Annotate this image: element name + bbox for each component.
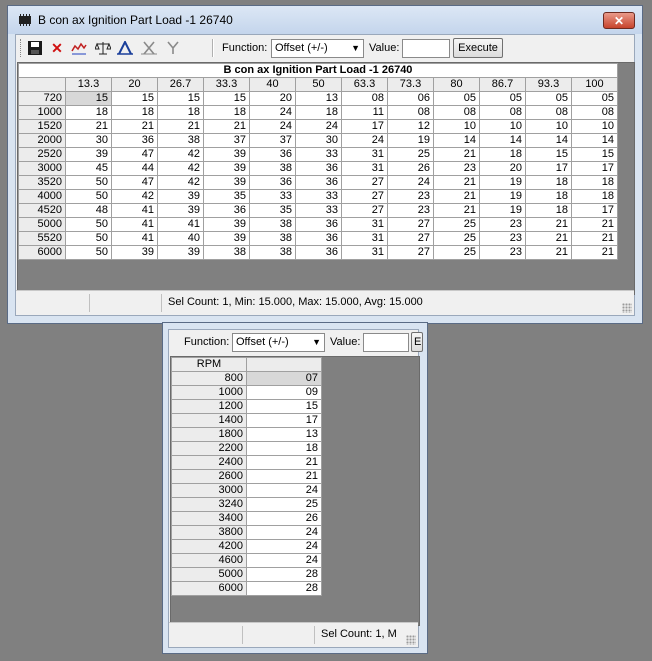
table-cell[interactable]: 10 xyxy=(434,120,480,134)
table-cell[interactable]: 17 xyxy=(572,162,618,176)
column-header[interactable]: 86.7 xyxy=(480,78,526,92)
chevron-down-icon: ▼ xyxy=(351,43,360,53)
table-cell[interactable]: 24 xyxy=(250,106,296,120)
table-cell[interactable]: 27 xyxy=(388,232,434,246)
table-cell[interactable]: 14 xyxy=(526,134,572,148)
value-label: Value: xyxy=(369,42,400,54)
table-cell[interactable]: 23 xyxy=(388,190,434,204)
sub-value-label: Value: xyxy=(330,336,361,348)
table-cell[interactable]: 24 xyxy=(247,540,322,554)
table-cell[interactable]: 24 xyxy=(296,120,342,134)
table-cell[interactable]: 24 xyxy=(247,554,322,568)
row-header[interactable]: 1520 xyxy=(19,120,66,134)
table-cell[interactable]: 21 xyxy=(526,218,572,232)
table-cell[interactable]: 15 xyxy=(526,148,572,162)
value-input[interactable] xyxy=(402,39,450,58)
table-cell[interactable]: 21 xyxy=(66,120,112,134)
table-cell[interactable]: 18 xyxy=(572,190,618,204)
row-header[interactable]: 800 xyxy=(172,372,247,386)
row-header[interactable]: 3000 xyxy=(172,484,247,498)
table-cell[interactable]: 39 xyxy=(158,246,204,260)
row-header[interactable]: 6000 xyxy=(172,582,247,596)
resize-grip-icon[interactable] xyxy=(406,635,416,645)
map-grid-area xyxy=(17,62,635,295)
column-header[interactable]: 93.3 xyxy=(526,78,572,92)
toolbar xyxy=(16,35,634,61)
function-label: Function: xyxy=(222,42,268,54)
table-cell[interactable]: 41 xyxy=(112,232,158,246)
column-header[interactable]: 73.3 xyxy=(388,78,434,92)
row-header[interactable]: 4000 xyxy=(19,190,66,204)
table-cell[interactable]: 39 xyxy=(158,190,204,204)
function-select[interactable] xyxy=(271,39,364,58)
save-icon[interactable] xyxy=(26,40,44,56)
sub-status-bar xyxy=(169,622,418,647)
table-cell[interactable]: 36 xyxy=(296,218,342,232)
table-row xyxy=(172,540,322,554)
table-cell[interactable]: 31 xyxy=(342,162,388,176)
sub-function-select[interactable] xyxy=(232,333,325,352)
row-header[interactable]: 4520 xyxy=(19,204,66,218)
table-cell[interactable]: 39 xyxy=(204,232,250,246)
value-header xyxy=(247,358,322,372)
table-cell[interactable]: 17 xyxy=(342,120,388,134)
table-cell[interactable]: 42 xyxy=(158,162,204,176)
table-cell[interactable]: 38 xyxy=(204,246,250,260)
map-table xyxy=(18,63,618,260)
table-cell[interactable]: 13 xyxy=(296,92,342,106)
status-bar xyxy=(16,290,634,315)
table-cell[interactable]: 07 xyxy=(247,372,322,386)
table-cell[interactable]: 33 xyxy=(296,204,342,218)
table-cell[interactable]: 36 xyxy=(250,176,296,190)
table-row xyxy=(19,134,618,148)
table-row xyxy=(19,162,618,176)
sub-function-select-value: Offset (+/-) xyxy=(236,336,289,348)
table-cell[interactable]: 28 xyxy=(247,568,322,582)
table-cell[interactable]: 17 xyxy=(526,162,572,176)
table-cell[interactable]: 36 xyxy=(296,176,342,190)
table-cell[interactable]: 24 xyxy=(247,484,322,498)
table-cell[interactable]: 05 xyxy=(526,92,572,106)
table-cell[interactable]: 41 xyxy=(112,204,158,218)
table-cell[interactable]: 21 xyxy=(434,190,480,204)
row-header[interactable]: 1000 xyxy=(19,106,66,120)
column-header[interactable]: 40 xyxy=(250,78,296,92)
function-select-value: Offset (+/-) xyxy=(275,42,328,54)
row-header[interactable]: 1000 xyxy=(172,386,247,400)
table-cell[interactable]: 45 xyxy=(66,162,112,176)
table-cell[interactable]: 30 xyxy=(296,134,342,148)
table-cell[interactable]: 15 xyxy=(158,92,204,106)
rpm-table-window xyxy=(162,322,428,654)
table-cell[interactable]: 08 xyxy=(526,106,572,120)
row-header[interactable]: 3800 xyxy=(172,526,247,540)
table-cell[interactable]: 41 xyxy=(158,218,204,232)
table-cell[interactable]: 19 xyxy=(480,190,526,204)
table-cell[interactable]: 33 xyxy=(296,190,342,204)
table-cell[interactable]: 23 xyxy=(434,162,480,176)
row-header[interactable]: 5000 xyxy=(19,218,66,232)
table-cell[interactable]: 17 xyxy=(572,204,618,218)
table-cell[interactable]: 15 xyxy=(204,92,250,106)
table-cell[interactable]: 05 xyxy=(572,92,618,106)
table-cell[interactable]: 41 xyxy=(112,218,158,232)
table-row xyxy=(172,526,322,540)
table-cell[interactable]: 14 xyxy=(572,134,618,148)
table-cell[interactable]: 14 xyxy=(434,134,480,148)
table-row xyxy=(172,470,322,484)
table-cell[interactable]: 40 xyxy=(158,232,204,246)
table-cell[interactable]: 31 xyxy=(342,218,388,232)
graph-icon[interactable] xyxy=(70,40,88,56)
table-row xyxy=(172,456,322,470)
table-cell[interactable]: 39 xyxy=(112,246,158,260)
table-cell[interactable]: 20 xyxy=(250,92,296,106)
table-cell[interactable]: 39 xyxy=(66,148,112,162)
table-cell[interactable]: 21 xyxy=(158,120,204,134)
main-client-area xyxy=(15,34,635,316)
table-cell[interactable]: 27 xyxy=(388,218,434,232)
table-cell[interactable]: 38 xyxy=(250,246,296,260)
table-row xyxy=(172,512,322,526)
table-cell[interactable]: 36 xyxy=(250,148,296,162)
table-cell[interactable]: 18 xyxy=(66,106,112,120)
row-header[interactable]: 6000 xyxy=(19,246,66,260)
row-header[interactable]: 2200 xyxy=(172,442,247,456)
chevron-down-icon: ▼ xyxy=(312,337,321,347)
table-cell[interactable]: 18 xyxy=(526,190,572,204)
table-cell[interactable]: 38 xyxy=(250,232,296,246)
table-row xyxy=(19,120,618,134)
clear-icon[interactable] xyxy=(140,40,158,56)
table-cell[interactable]: 25 xyxy=(434,218,480,232)
status-separator xyxy=(89,294,90,312)
table-cell[interactable]: 21 xyxy=(204,120,250,134)
table-cell[interactable]: 13 xyxy=(247,428,322,442)
window-title: B con ax Ignition Part Load -1 26740 xyxy=(38,13,233,27)
table-cell[interactable]: 39 xyxy=(204,176,250,190)
toolbar-grip[interactable] xyxy=(20,39,24,57)
table-row xyxy=(19,246,618,260)
table-cell[interactable]: 18 xyxy=(158,106,204,120)
table-cell[interactable]: 21 xyxy=(572,232,618,246)
table-cell[interactable]: 24 xyxy=(250,120,296,134)
column-header[interactable]: 13.3 xyxy=(66,78,112,92)
column-header[interactable]: 26.7 xyxy=(158,78,204,92)
table-cell[interactable]: 21 xyxy=(572,218,618,232)
sub-status-text: Sel Count: 1, M xyxy=(321,628,397,640)
row-header[interactable]: 3000 xyxy=(19,162,66,176)
table-cell[interactable]: 36 xyxy=(296,232,342,246)
table-cell[interactable]: 24 xyxy=(342,134,388,148)
table-cell[interactable]: 30 xyxy=(66,134,112,148)
table-cell[interactable]: 18 xyxy=(526,176,572,190)
table-cell[interactable]: 38 xyxy=(158,134,204,148)
table-cell[interactable]: 33 xyxy=(250,190,296,204)
table-cell[interactable]: 38 xyxy=(250,162,296,176)
table-cell[interactable]: 27 xyxy=(342,204,388,218)
table-cell[interactable]: 50 xyxy=(66,218,112,232)
close-icon: ✕ xyxy=(613,14,625,28)
sub-function-label: Function: xyxy=(184,336,230,348)
table-row xyxy=(172,568,322,582)
table-cell[interactable]: 19 xyxy=(480,204,526,218)
table-row xyxy=(172,498,322,512)
table-cell[interactable]: 26 xyxy=(247,512,322,526)
merge-icon[interactable] xyxy=(164,40,182,56)
table-cell[interactable]: 25 xyxy=(247,498,322,512)
column-header-row xyxy=(19,78,618,92)
table-cell[interactable]: 14 xyxy=(480,134,526,148)
table-row xyxy=(172,386,322,400)
table-cell[interactable]: 47 xyxy=(112,148,158,162)
table-cell[interactable]: 44 xyxy=(112,162,158,176)
status-separator xyxy=(314,626,315,644)
table-cell[interactable]: 21 xyxy=(526,246,572,260)
row-header[interactable]: 2000 xyxy=(19,134,66,148)
execute-button[interactable]: Execute xyxy=(453,38,503,58)
table-cell[interactable]: 47 xyxy=(112,176,158,190)
row-header[interactable]: 2600 xyxy=(172,470,247,484)
table-cell[interactable]: 36 xyxy=(204,204,250,218)
row-header[interactable]: 3400 xyxy=(172,512,247,526)
table-row xyxy=(19,106,618,120)
table-cell[interactable]: 21 xyxy=(434,148,480,162)
table-cell[interactable]: 21 xyxy=(247,470,322,484)
row-header[interactable]: 1400 xyxy=(172,414,247,428)
row-header[interactable]: 1800 xyxy=(172,428,247,442)
table-cell[interactable]: 15 xyxy=(112,92,158,106)
table-cell[interactable]: 35 xyxy=(204,190,250,204)
table-cell[interactable]: 05 xyxy=(480,92,526,106)
table-cell[interactable]: 36 xyxy=(112,134,158,148)
table-cell[interactable]: 39 xyxy=(158,204,204,218)
row-header[interactable]: 2520 xyxy=(19,148,66,162)
corner-cell xyxy=(19,78,66,92)
table-cell[interactable]: 25 xyxy=(388,148,434,162)
sub-value-input[interactable] xyxy=(363,333,409,352)
table-cell[interactable]: 24 xyxy=(247,526,322,540)
table-cell[interactable]: 27 xyxy=(342,176,388,190)
balance-icon[interactable] xyxy=(94,40,112,56)
table-cell[interactable]: 48 xyxy=(66,204,112,218)
table-row xyxy=(172,484,322,498)
table-cell[interactable]: 25 xyxy=(434,246,480,260)
column-header[interactable]: 20 xyxy=(112,78,158,92)
rpm-grid-area xyxy=(170,356,420,626)
table-cell[interactable]: 05 xyxy=(434,92,480,106)
table-title: B con ax Ignition Part Load -1 26740 xyxy=(19,64,618,78)
table-cell[interactable]: 42 xyxy=(158,148,204,162)
table-cell[interactable]: 33 xyxy=(296,148,342,162)
row-header[interactable]: 4200 xyxy=(172,540,247,554)
status-separator xyxy=(242,626,243,644)
table-cell[interactable]: 21 xyxy=(434,204,480,218)
table-cell[interactable]: 08 xyxy=(572,106,618,120)
table-cell[interactable]: 26 xyxy=(388,162,434,176)
main-map-window xyxy=(7,5,643,324)
table-cell[interactable]: 23 xyxy=(480,246,526,260)
table-cell[interactable]: 08 xyxy=(480,106,526,120)
table-cell[interactable]: 23 xyxy=(480,232,526,246)
sub-execute-button[interactable]: E xyxy=(411,332,423,352)
table-cell[interactable]: 36 xyxy=(296,246,342,260)
title-bar[interactable] xyxy=(8,6,642,34)
row-header[interactable]: 3240 xyxy=(172,498,247,512)
table-cell[interactable]: 18 xyxy=(204,106,250,120)
delete-icon[interactable]: ✕ xyxy=(51,40,63,56)
sub-toolbar xyxy=(169,330,422,356)
table-cell[interactable]: 21 xyxy=(526,232,572,246)
toolbar-separator xyxy=(212,39,214,57)
column-header[interactable]: 33.3 xyxy=(204,78,250,92)
table-cell[interactable]: 39 xyxy=(204,218,250,232)
row-header[interactable]: 1200 xyxy=(172,400,247,414)
table-cell[interactable]: 50 xyxy=(66,190,112,204)
table-cell[interactable]: 18 xyxy=(480,148,526,162)
table-row xyxy=(172,372,322,386)
table-cell[interactable]: 37 xyxy=(250,134,296,148)
table-cell[interactable]: 19 xyxy=(480,176,526,190)
row-header[interactable]: 2400 xyxy=(172,456,247,470)
rpm-header: RPM xyxy=(172,358,247,372)
table-cell[interactable]: 21 xyxy=(572,246,618,260)
row-header[interactable]: 720 xyxy=(19,92,66,106)
row-header[interactable]: 4600 xyxy=(172,554,247,568)
table-cell[interactable]: 39 xyxy=(204,148,250,162)
table-row xyxy=(172,442,322,456)
row-header[interactable]: 5520 xyxy=(19,232,66,246)
table-cell[interactable]: 28 xyxy=(247,582,322,596)
table-cell[interactable]: 37 xyxy=(204,134,250,148)
table-cell[interactable]: 18 xyxy=(112,106,158,120)
table-cell[interactable]: 31 xyxy=(342,246,388,260)
close-button[interactable] xyxy=(603,12,635,29)
column-header[interactable]: 50 xyxy=(296,78,342,92)
table-row xyxy=(19,232,618,246)
table-cell[interactable]: 18 xyxy=(247,442,322,456)
column-header[interactable]: 100 xyxy=(572,78,618,92)
table-cell[interactable]: 24 xyxy=(388,176,434,190)
sub-client-area xyxy=(168,329,422,648)
table-cell[interactable]: 18 xyxy=(296,106,342,120)
table-row xyxy=(172,400,322,414)
table-row xyxy=(19,204,618,218)
table-cell[interactable]: 08 xyxy=(434,106,480,120)
rpm-table xyxy=(171,357,322,596)
table-cell[interactable]: 15 xyxy=(66,92,112,106)
table-cell[interactable]: 27 xyxy=(342,190,388,204)
table-cell[interactable]: 21 xyxy=(434,176,480,190)
table-cell[interactable]: 23 xyxy=(480,218,526,232)
table-cell[interactable]: 09 xyxy=(247,386,322,400)
table-cell[interactable]: 08 xyxy=(342,92,388,106)
status-separator xyxy=(161,294,162,312)
table-cell[interactable]: 20 xyxy=(480,162,526,176)
table-cell[interactable]: 08 xyxy=(388,106,434,120)
table-cell[interactable]: 50 xyxy=(66,246,112,260)
table-cell[interactable]: 15 xyxy=(572,148,618,162)
table-cell[interactable]: 10 xyxy=(526,120,572,134)
status-text: Sel Count: 1, Min: 15.000, Max: 15.000, Avg: 15.000 xyxy=(168,296,423,308)
table-cell[interactable]: 50 xyxy=(66,232,112,246)
table-row xyxy=(19,92,618,106)
table-row xyxy=(19,176,618,190)
table-cell[interactable]: 18 xyxy=(572,176,618,190)
table-row xyxy=(172,554,322,568)
table-cell[interactable]: 38 xyxy=(250,218,296,232)
table-cell[interactable]: 15 xyxy=(247,400,322,414)
table-cell[interactable]: 10 xyxy=(572,120,618,134)
table-cell[interactable]: 31 xyxy=(342,148,388,162)
row-header[interactable]: 5000 xyxy=(172,568,247,582)
resize-grip-icon[interactable] xyxy=(622,303,632,313)
interpolate-icon[interactable] xyxy=(116,40,134,56)
table-row xyxy=(172,428,322,442)
table-row xyxy=(172,582,322,596)
column-header[interactable]: 80 xyxy=(434,78,480,92)
table-cell[interactable]: 19 xyxy=(388,134,434,148)
row-header[interactable]: 3520 xyxy=(19,176,66,190)
table-row xyxy=(19,218,618,232)
table-cell[interactable]: 21 xyxy=(112,120,158,134)
table-cell[interactable]: 27 xyxy=(388,246,434,260)
table-cell[interactable]: 18 xyxy=(526,204,572,218)
table-cell[interactable]: 35 xyxy=(250,204,296,218)
table-cell[interactable]: 36 xyxy=(296,162,342,176)
table-cell[interactable]: 10 xyxy=(480,120,526,134)
table-cell[interactable]: 12 xyxy=(388,120,434,134)
table-row xyxy=(19,148,618,162)
table-cell[interactable]: 21 xyxy=(247,456,322,470)
chip-icon xyxy=(17,14,33,26)
table-cell[interactable]: 42 xyxy=(112,190,158,204)
table-cell[interactable]: 11 xyxy=(342,106,388,120)
table-cell[interactable]: 50 xyxy=(66,176,112,190)
table-cell[interactable]: 39 xyxy=(204,162,250,176)
table-cell[interactable]: 31 xyxy=(342,232,388,246)
table-cell[interactable]: 06 xyxy=(388,92,434,106)
table-cell[interactable]: 42 xyxy=(158,176,204,190)
table-row xyxy=(19,190,618,204)
column-header[interactable]: 63.3 xyxy=(342,78,388,92)
table-cell[interactable]: 17 xyxy=(247,414,322,428)
table-row xyxy=(172,414,322,428)
table-cell[interactable]: 23 xyxy=(388,204,434,218)
table-cell[interactable]: 25 xyxy=(434,232,480,246)
